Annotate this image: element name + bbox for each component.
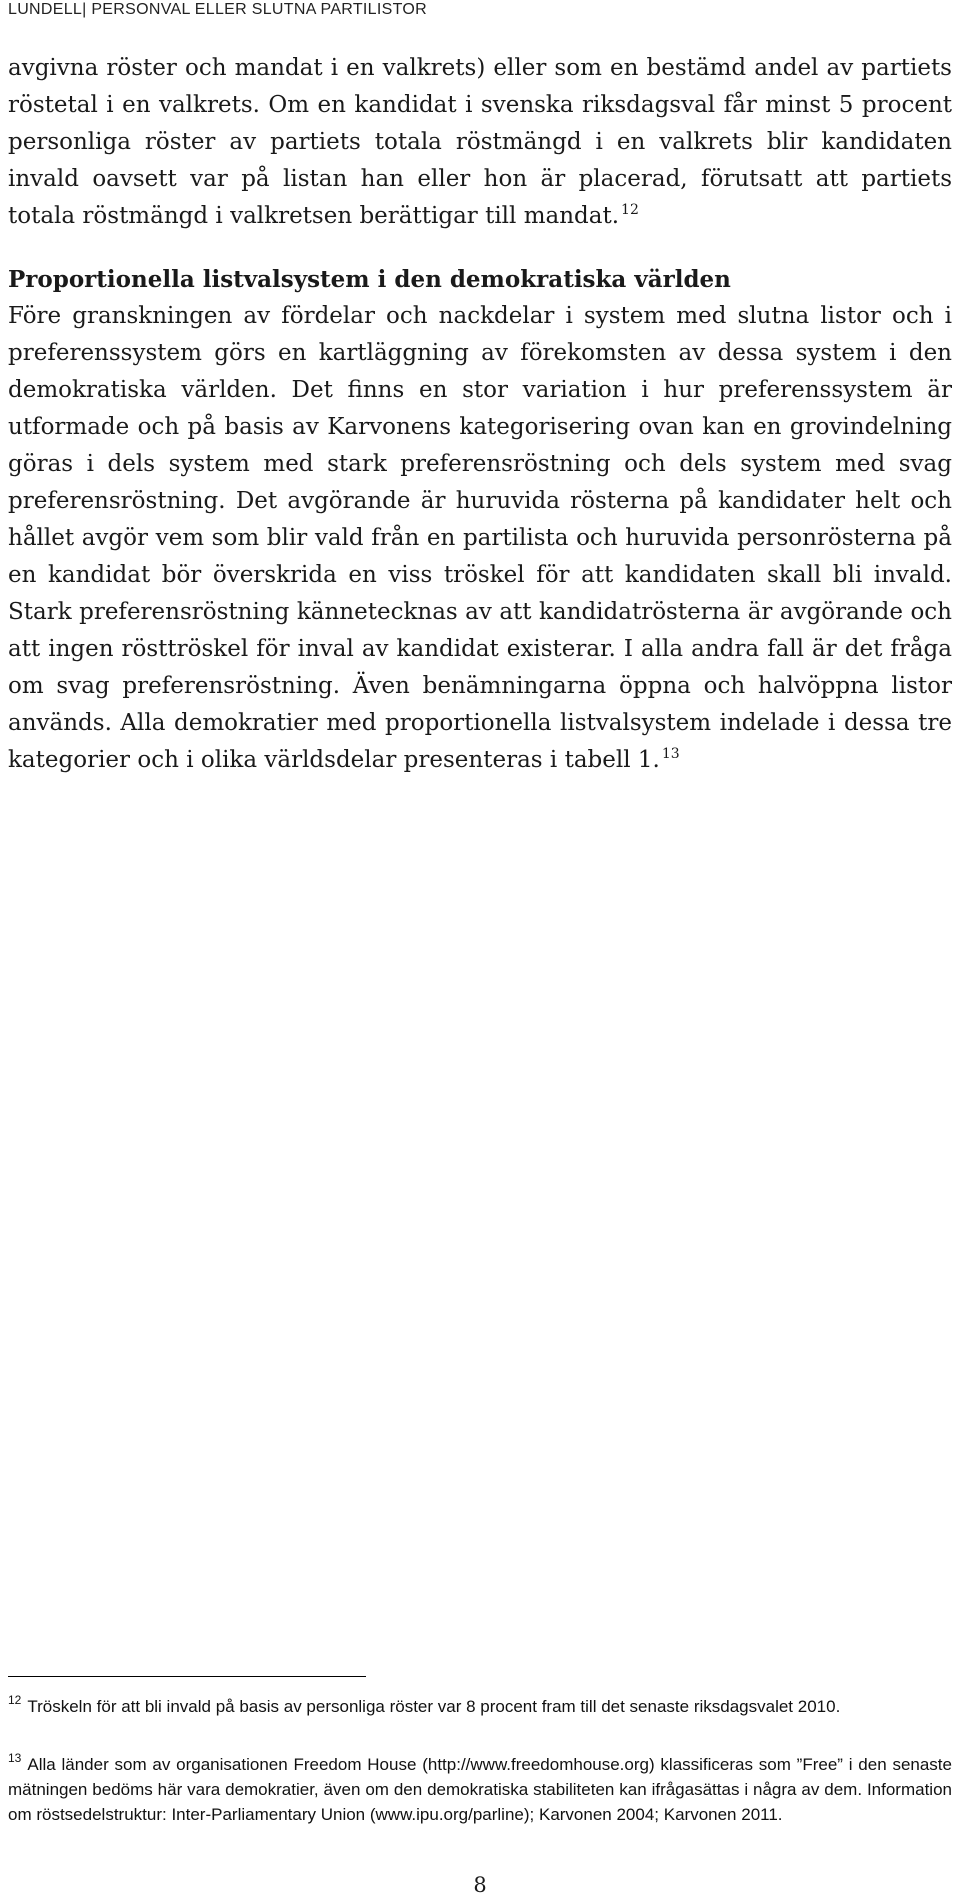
footnote-13: [8, 1752, 952, 1827]
paragraph-text: Före granskningen av fördelar och nackdelar i system med slutna listor och i preferenssystem görs en kartläggning av förekomsten av dessa system i den demokratiska världen. Det finns en stor variation i hur preferenssystem är utformade och på basis av Karvonens kategorisering ovan kan en grovindelning göras i dels system med stark preferensröstning och dels system med svag preferensröstning. Det avgörande är huruvida rösterna på kandidater helt och hållet avgör vem som blir vald från en partilista och huruvida personrösterna på en kandidat bör överskrida en viss tröskel för att kandidaten skall bli invald. Stark preferensröstning kännetecknas av att kandidatrösterna är avgörande och att ingen rösttröskel för inval av kandidat existerar. I alla andra fall är det fråga om svag preferensröstning. Även benämningarna öppna och halvöppna listor används. Alla demokratier med proportionella listvalsystem indelade i dessa tre kategorier och i olika världsdelar presenteras i tabell 1.: [8, 303, 952, 773]
footnote-separator: [8, 1676, 366, 1677]
body-paragraph-2: [8, 298, 952, 779]
page-number: 8: [473, 1873, 487, 1897]
running-header: LUNDELL| PERSONVAL ELLER SLUTNA PARTILISTOR: [8, 1, 427, 18]
footnote-ref-12[interactable]: 12: [621, 202, 639, 218]
footnote-number: 12: [8, 1693, 22, 1707]
paragraph-text: avgivna röster och mandat i en valkrets) eller som en bestämd andel av partiets röstetal i en valkrets. Om en kandidat i svenska riksdagsval får minst 5 procent personliga röster av partiets totala röstmängd i en valkrets blir kandidaten invald oavsett var på listan han eller hon är placerad, förutsatt att partiets totala röstmängd i valkretsen berättigar till mandat.: [8, 55, 952, 229]
footnote-text: Alla länder som av organisationen Freedom House (http://www.freedomhouse.org) klassificeras som ”Free” i den senaste mätningen bedöms här vara demokratier, även om den demokratiska stabiliteten kan ifrågasättas i några av dem. Information om röstsedelstruktur: Inter-Parliamentary Union (www.ipu.org/parline); Karvonen 2004; Karvonen 2011.: [8, 1755, 952, 1824]
footnote-number: 13: [8, 1751, 22, 1765]
section-heading: Proportionella listvalsystem i den demokratiska världen: [8, 266, 731, 293]
footnote-ref-13[interactable]: 13: [661, 746, 680, 762]
footnote-12: [8, 1694, 952, 1719]
footnote-text: Tröskeln för att bli invald på basis av personliga röster var 8 procent fram till det senaste riksdagsvalet 2010.: [27, 1697, 841, 1716]
body-paragraph-1: [8, 50, 952, 235]
